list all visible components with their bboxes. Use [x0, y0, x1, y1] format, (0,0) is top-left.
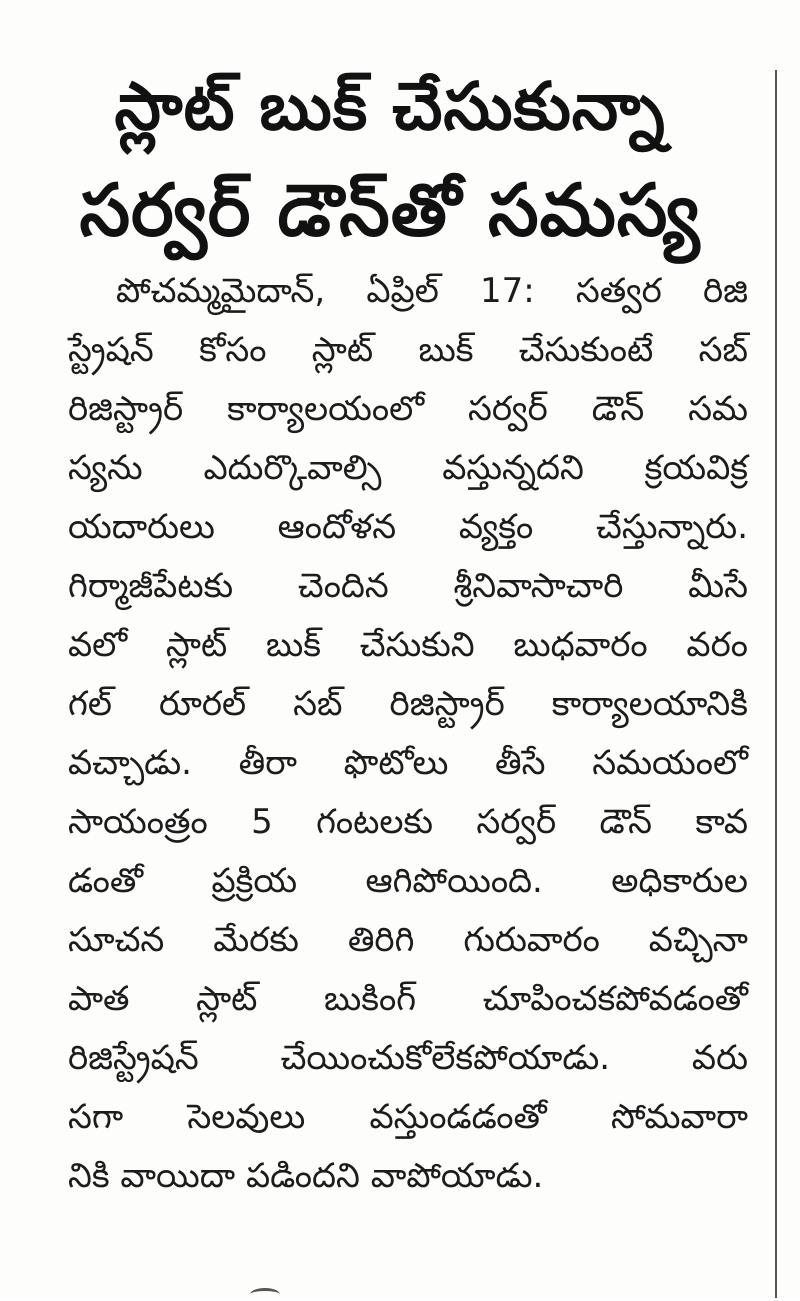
body-line: పోచమ్మమైదాన్, ఏప్రిల్ 17: సత్వర రిజి: [116, 271, 748, 311]
body-line: డంతో ప్రక్రియ ఆగిపోయింది. అధికారుల: [68, 861, 748, 901]
body-line: స్యను ఎదుర్కొవాల్సి వస్తున్నదని క్రయవిక్ర: [68, 448, 748, 488]
body-line: గిర్మాజీపేటకు చెందిన శ్రీనివాసాచారి మీసే: [68, 566, 748, 606]
column-divider: [775, 70, 777, 1298]
body-line: పాత స్లాట్ బుకింగ్ చూపించకపోవడంతో: [68, 979, 748, 1019]
body-line: రిజిస్ట్రార్ కార్యాలయంలో సర్వర్ డౌన్ సమ: [68, 389, 748, 429]
body-line: సాయంత్రం 5 గంటలకు సర్వర్ డౌన్ కావ: [68, 802, 748, 842]
headline-line-2: సర్వర్ డౌన్‌తో సమస్య: [79, 168, 701, 252]
next-article-fragment: [250, 1288, 280, 1301]
body-line: యదారులు ఆందోళన వ్యక్తం చేస్తున్నారు.: [68, 507, 748, 547]
body-line: వచ్చాడు. తీరా ఫొటోలు తీసే సమయంలో: [68, 743, 748, 783]
body-line: రిజిస్ట్రేషన్ చేయించుకోలేకపోయాడు. వరు: [68, 1038, 748, 1078]
body-line: వలో స్లాట్ బుక్ చేసుకుని బుధవారం వరం: [68, 625, 748, 665]
headline-line-1: స్లాట్ బుక్ చేసుకున్నా: [114, 68, 666, 145]
article-body: [68, 262, 748, 1206]
body-line: సూచన మేరకు తిరిగి గురువారం వచ్చినా: [68, 920, 748, 960]
body-line: స్ట్రేషన్ కోసం స్లాట్ బుక్ చేసుకుంటే సబ్: [68, 330, 748, 370]
body-line: సగా సెలవులు వస్తుండడంతో సోమవారా: [68, 1097, 748, 1137]
body-line: గల్ రూరల్ సబ్ రిజిస్ట్రార్ కార్యాలయానికి: [68, 684, 748, 724]
body-line: నికి వాయిదా పడిందని వాపోయాడు.: [68, 1156, 544, 1196]
